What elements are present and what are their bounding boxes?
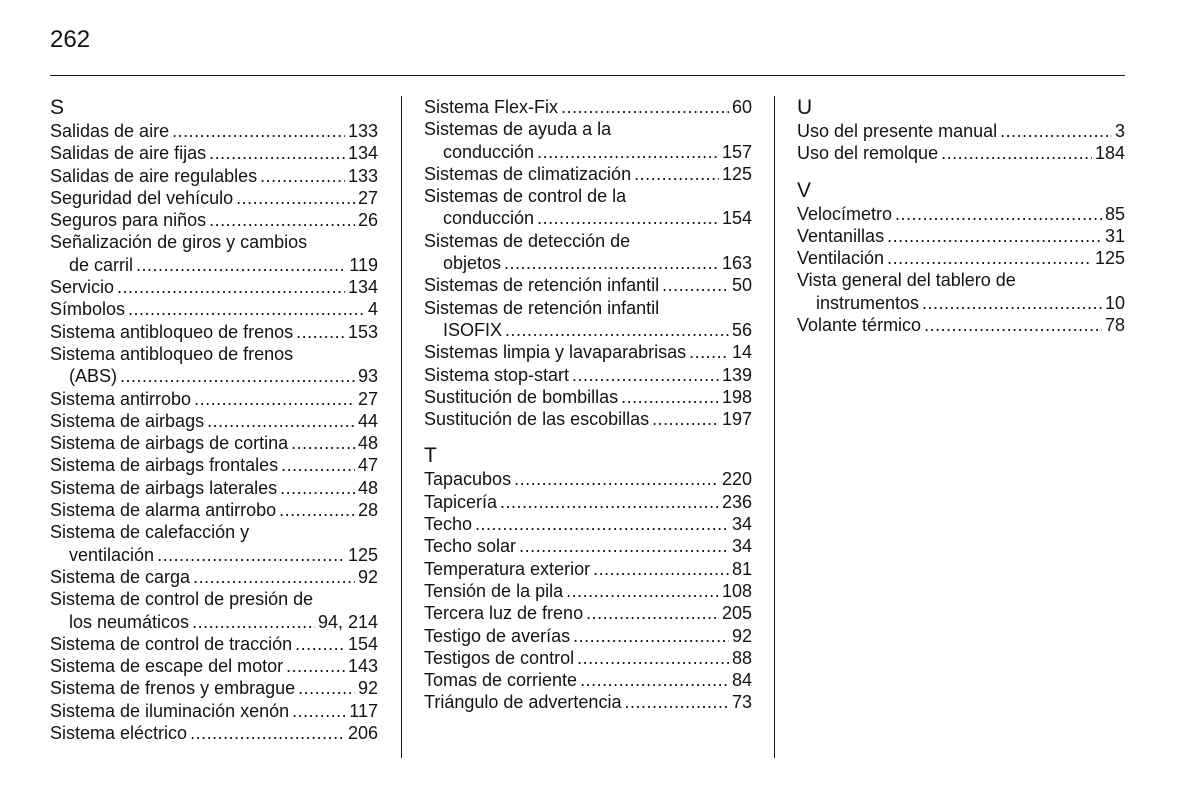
dot-leader bbox=[593, 558, 729, 580]
dot-leader bbox=[624, 691, 729, 713]
index-entry-page: 119 bbox=[349, 254, 378, 275]
dot-leader bbox=[652, 408, 719, 430]
dot-leader bbox=[895, 203, 1102, 225]
index-entry-title: Seguridad del vehículo bbox=[50, 187, 234, 208]
index-entry-title: Testigos de control bbox=[424, 647, 575, 668]
dot-leader bbox=[136, 254, 346, 276]
index-entry-title: Sustitución de las escobillas bbox=[424, 409, 650, 430]
dot-leader bbox=[514, 468, 719, 490]
dot-leader bbox=[586, 602, 719, 624]
index-entry-page: 60 bbox=[731, 97, 752, 117]
index-entry-first-line: Sistemas de retención infantil bbox=[424, 297, 660, 318]
index-entry-page: 125 bbox=[1094, 248, 1125, 269]
index-entry-first-line: Señalización de giros y cambios bbox=[50, 232, 308, 253]
index-entry-title: Uso del remolque bbox=[797, 143, 939, 164]
index-entry bbox=[50, 722, 378, 744]
dot-leader bbox=[504, 252, 719, 274]
index-entry-title: Sistemas limpia y lavaparabrisas bbox=[424, 342, 687, 363]
index-entry bbox=[50, 454, 378, 476]
column-divider-1 bbox=[401, 96, 402, 758]
index-entry bbox=[424, 580, 752, 602]
index-entry-page: 236 bbox=[721, 491, 752, 512]
dot-leader bbox=[887, 247, 1092, 269]
index-entry-page: 108 bbox=[721, 580, 752, 601]
dot-leader bbox=[519, 535, 729, 557]
index-entry-title: Tomas de corriente bbox=[424, 670, 578, 691]
index-entry bbox=[424, 252, 752, 274]
dot-leader bbox=[128, 298, 365, 320]
index-entry bbox=[424, 207, 752, 229]
index-entry-page: 133 bbox=[347, 165, 378, 186]
index-entry-page: 31 bbox=[1104, 225, 1125, 246]
index-entry bbox=[424, 408, 752, 430]
index-entry bbox=[50, 633, 378, 655]
index-entry-first-line: Sistemas de control de la bbox=[424, 186, 627, 207]
dot-leader bbox=[573, 625, 729, 647]
index-entry-title: Salidas de aire regulables bbox=[50, 165, 258, 186]
dot-leader bbox=[662, 274, 729, 296]
dot-leader bbox=[572, 364, 719, 386]
index-entry bbox=[424, 141, 752, 163]
dot-leader bbox=[192, 611, 315, 633]
index-entry-page: 184 bbox=[1094, 143, 1125, 164]
dot-leader bbox=[537, 207, 719, 229]
index-entry-page: 154 bbox=[721, 208, 752, 229]
index-entry-title: objetos bbox=[443, 253, 502, 274]
index-entry-title: Sistema de control de tracción bbox=[50, 633, 293, 654]
index-entry bbox=[50, 677, 378, 699]
index-entry-title: Sistemas de climatización bbox=[424, 163, 632, 184]
index-entry bbox=[424, 341, 752, 363]
index-entry-title: Tensión de la pila bbox=[424, 580, 564, 601]
index-entry bbox=[50, 700, 378, 722]
index-entry bbox=[50, 388, 378, 410]
index-entry-title: Testigo de averías bbox=[424, 625, 571, 646]
dot-leader bbox=[209, 142, 345, 164]
index-entry-title: Techo solar bbox=[424, 536, 517, 557]
index-entry-title: conducción bbox=[443, 208, 535, 229]
index-entry-page: 125 bbox=[347, 544, 378, 565]
dot-leader bbox=[295, 633, 345, 655]
dot-leader bbox=[279, 499, 355, 521]
index-entry-page: 27 bbox=[357, 187, 378, 208]
index-entry-title: Techo bbox=[424, 514, 473, 535]
section-letter: S bbox=[50, 96, 65, 119]
dot-leader bbox=[1000, 120, 1112, 142]
index-entry-page: 94, 214 bbox=[317, 611, 378, 632]
index-entry-page: 81 bbox=[731, 558, 752, 579]
index-entry bbox=[50, 566, 378, 588]
index-entry-title: Sistema de airbags laterales bbox=[50, 477, 278, 498]
dot-leader bbox=[194, 388, 355, 410]
index-entry bbox=[424, 319, 752, 341]
index-entry-page: 92 bbox=[357, 678, 378, 699]
index-entry bbox=[424, 558, 752, 580]
index-entry bbox=[50, 655, 378, 677]
section-letter: T bbox=[424, 444, 437, 468]
index-entry-title: conducción bbox=[443, 141, 535, 162]
dot-leader bbox=[157, 544, 345, 566]
dot-leader bbox=[566, 580, 719, 602]
index-entry-title: Ventanillas bbox=[797, 225, 885, 246]
index-entry-title: Sistema eléctrico bbox=[50, 723, 188, 744]
index-entry-title: Triángulo de advertencia bbox=[424, 692, 622, 713]
index-entry-page: 133 bbox=[347, 121, 378, 141]
index-entry bbox=[50, 410, 378, 432]
dot-leader bbox=[209, 209, 355, 231]
index-entry-title: Velocímetro bbox=[797, 203, 893, 224]
index-entry-title: Uso del presente manual bbox=[797, 121, 998, 141]
index-entry-page: 78 bbox=[1104, 315, 1125, 336]
dot-leader bbox=[689, 341, 729, 363]
index-entry-page: 134 bbox=[347, 143, 378, 164]
index-entry bbox=[50, 499, 378, 521]
index-entry-title: Servicio bbox=[50, 277, 115, 298]
index-entry-title: Sustitución de bombillas bbox=[424, 386, 619, 407]
index-entry-first-line: Sistema de calefacción y bbox=[50, 522, 250, 543]
index-entry-title: ISOFIX bbox=[443, 319, 503, 340]
index-entry bbox=[424, 691, 752, 713]
index-entry bbox=[424, 625, 752, 647]
index-entry-first-line: Sistemas de ayuda a la bbox=[424, 119, 612, 140]
index-entry-page: 117 bbox=[349, 700, 378, 721]
index-entry-page: 220 bbox=[721, 469, 752, 490]
index-entry-title: Tapacubos bbox=[424, 469, 512, 490]
index-entry-title: Seguros para niños bbox=[50, 210, 207, 231]
index-entry-title: Salidas de aire bbox=[50, 121, 170, 141]
index-entry-title: Tapicería bbox=[424, 491, 498, 512]
index-entry bbox=[50, 254, 378, 276]
dot-leader bbox=[577, 647, 729, 669]
index-entry bbox=[50, 142, 378, 164]
index-entry bbox=[50, 432, 378, 454]
index-entry-title: instrumentos bbox=[816, 292, 920, 313]
index-entry-first-line: Sistema antibloqueo de frenos bbox=[50, 343, 294, 364]
index-entry bbox=[424, 163, 752, 185]
dot-leader bbox=[561, 96, 729, 118]
dot-leader bbox=[190, 722, 345, 744]
index-entry-page: 56 bbox=[731, 319, 752, 340]
index-entry-page: 84 bbox=[731, 670, 752, 691]
index-entry bbox=[797, 120, 1125, 142]
index-entry bbox=[50, 544, 378, 566]
index-entry-page: 154 bbox=[347, 633, 378, 654]
index-entry-page: 85 bbox=[1104, 203, 1125, 224]
index-entry bbox=[50, 298, 378, 320]
index-entry bbox=[50, 209, 378, 231]
index-entry-page: 157 bbox=[721, 141, 752, 162]
dot-leader bbox=[537, 141, 719, 163]
index-entry-page: 206 bbox=[347, 723, 378, 744]
index-entry-page: 197 bbox=[721, 409, 752, 430]
index-entry-title: Volante térmico bbox=[797, 315, 922, 336]
index-entry bbox=[424, 468, 752, 490]
dot-leader bbox=[292, 700, 346, 722]
index-entry-title: de carril bbox=[69, 254, 134, 275]
index-entry-page: 93 bbox=[357, 366, 378, 387]
index-entry-title: Temperatura exterior bbox=[424, 558, 591, 579]
index-entry-title: los neumáticos bbox=[69, 611, 190, 632]
index-entry bbox=[424, 669, 752, 691]
index-entry-page: 73 bbox=[731, 692, 752, 713]
index-entry bbox=[797, 142, 1125, 164]
index-column-3 bbox=[797, 96, 1125, 336]
dot-leader bbox=[172, 120, 345, 142]
dot-leader bbox=[922, 292, 1102, 314]
index-entry-page: 4 bbox=[367, 299, 378, 320]
dot-leader bbox=[634, 163, 719, 185]
index-entry-page: 198 bbox=[721, 386, 752, 407]
index-entry bbox=[424, 491, 752, 513]
index-entry-first-line: Vista general del tablero de bbox=[797, 270, 1016, 291]
dot-leader bbox=[298, 677, 355, 699]
index-entry-title: Salidas de aire fijas bbox=[50, 143, 207, 164]
index-entry bbox=[424, 364, 752, 386]
section-gap bbox=[797, 165, 1125, 179]
index-entry-title: Sistema de frenos y embrague bbox=[50, 678, 296, 699]
index-entry-page: 3 bbox=[1114, 121, 1125, 141]
index-entry-first-line: Sistema de control de presión de bbox=[50, 589, 314, 610]
index-entry-title: Sistema antirrobo bbox=[50, 388, 192, 409]
index-entry-first-line: Sistemas de detección de bbox=[424, 230, 631, 251]
index-entry-page: 10 bbox=[1104, 292, 1125, 313]
dot-leader bbox=[207, 410, 355, 432]
index-entry-page: 88 bbox=[731, 647, 752, 668]
index-entry-page: 205 bbox=[721, 603, 752, 624]
index-entry-title: Sistema Flex-Fix bbox=[424, 97, 559, 117]
column-divider-2 bbox=[774, 96, 775, 758]
index-entry-title: Símbolos bbox=[50, 299, 126, 320]
dot-leader bbox=[887, 225, 1102, 247]
index-entry bbox=[797, 314, 1125, 336]
index-entry bbox=[797, 292, 1125, 314]
index-column-1 bbox=[50, 96, 378, 744]
dot-leader bbox=[193, 566, 355, 588]
index-entry-title: ventilación bbox=[69, 544, 155, 565]
index-entry-title: Sistema stop-start bbox=[424, 364, 570, 385]
section-letter: U bbox=[797, 96, 813, 119]
index-entry-page: 143 bbox=[347, 656, 378, 677]
index-entry bbox=[424, 535, 752, 557]
index-entry-title: Sistema de iluminación xenón bbox=[50, 700, 290, 721]
index-entry bbox=[424, 602, 752, 624]
index-entry-page: 14 bbox=[731, 342, 752, 363]
index-entry-title: (ABS) bbox=[69, 366, 118, 387]
section-gap bbox=[424, 430, 752, 444]
index-entry-title: Sistema de carga bbox=[50, 566, 191, 587]
index-entry-title: Sistema de airbags de cortina bbox=[50, 433, 289, 454]
index-entry bbox=[50, 611, 378, 633]
index-entry bbox=[424, 386, 752, 408]
index-entry-page: 92 bbox=[357, 566, 378, 587]
index-entry-page: 34 bbox=[731, 514, 752, 535]
index-entry-page: 27 bbox=[357, 388, 378, 409]
index-entry bbox=[50, 477, 378, 499]
index-entry-title: Sistema de airbags bbox=[50, 410, 205, 431]
index-entry bbox=[50, 120, 378, 142]
index-entry-title: Sistema de escape del motor bbox=[50, 656, 284, 677]
index-entry bbox=[424, 96, 752, 118]
header-rule bbox=[50, 75, 1125, 76]
dot-leader bbox=[280, 477, 355, 499]
index-entry bbox=[50, 321, 378, 343]
index-entry-page: 34 bbox=[731, 536, 752, 557]
index-entry-page: 28 bbox=[357, 500, 378, 521]
index-entry-title: Sistemas de retención infantil bbox=[424, 275, 660, 296]
index-entry bbox=[424, 274, 752, 296]
index-entry bbox=[50, 276, 378, 298]
index-entry bbox=[424, 647, 752, 669]
dot-leader bbox=[505, 319, 729, 341]
dot-leader bbox=[924, 314, 1102, 336]
index-entry-page: 139 bbox=[721, 364, 752, 385]
index-entry-title: Tercera luz de freno bbox=[424, 603, 584, 624]
index-entry-page: 48 bbox=[357, 477, 378, 498]
index-entry-title: Sistema antibloqueo de frenos bbox=[50, 321, 294, 342]
index-entry-page: 47 bbox=[357, 455, 378, 476]
index-entry bbox=[50, 165, 378, 187]
index-entry bbox=[797, 247, 1125, 269]
dot-leader bbox=[475, 513, 729, 535]
dot-leader bbox=[941, 142, 1092, 164]
page-number: 262 bbox=[50, 26, 91, 53]
index-entry-page: 44 bbox=[357, 410, 378, 431]
dot-leader bbox=[281, 454, 355, 476]
dot-leader bbox=[580, 669, 729, 691]
dot-leader bbox=[117, 276, 345, 298]
index-column-2 bbox=[424, 96, 752, 714]
index-entry bbox=[424, 513, 752, 535]
index-entry bbox=[797, 203, 1125, 225]
index-entry bbox=[50, 187, 378, 209]
index-entry-page: 125 bbox=[721, 163, 752, 184]
index-entry-page: 92 bbox=[731, 625, 752, 646]
index-entry-title: Sistema de alarma antirrobo bbox=[50, 500, 277, 521]
index-entry-title: Sistema de airbags frontales bbox=[50, 455, 279, 476]
index-entry bbox=[50, 365, 378, 387]
dot-leader bbox=[286, 655, 345, 677]
dot-leader bbox=[260, 165, 345, 187]
index-entry-page: 50 bbox=[731, 275, 752, 296]
index-entry-page: 163 bbox=[721, 253, 752, 274]
dot-leader bbox=[236, 187, 355, 209]
dot-leader bbox=[291, 432, 355, 454]
index-entry-page: 26 bbox=[357, 210, 378, 231]
section-letter: V bbox=[797, 178, 812, 202]
index-entry bbox=[797, 225, 1125, 247]
dot-leader bbox=[120, 365, 355, 387]
index-entry-title: Ventilación bbox=[797, 248, 885, 269]
index-entry-page: 48 bbox=[357, 433, 378, 454]
index-entry-page: 153 bbox=[347, 321, 378, 342]
dot-leader bbox=[621, 386, 719, 408]
dot-leader bbox=[500, 491, 719, 513]
dot-leader bbox=[296, 321, 345, 343]
index-entry-page: 134 bbox=[347, 277, 378, 298]
